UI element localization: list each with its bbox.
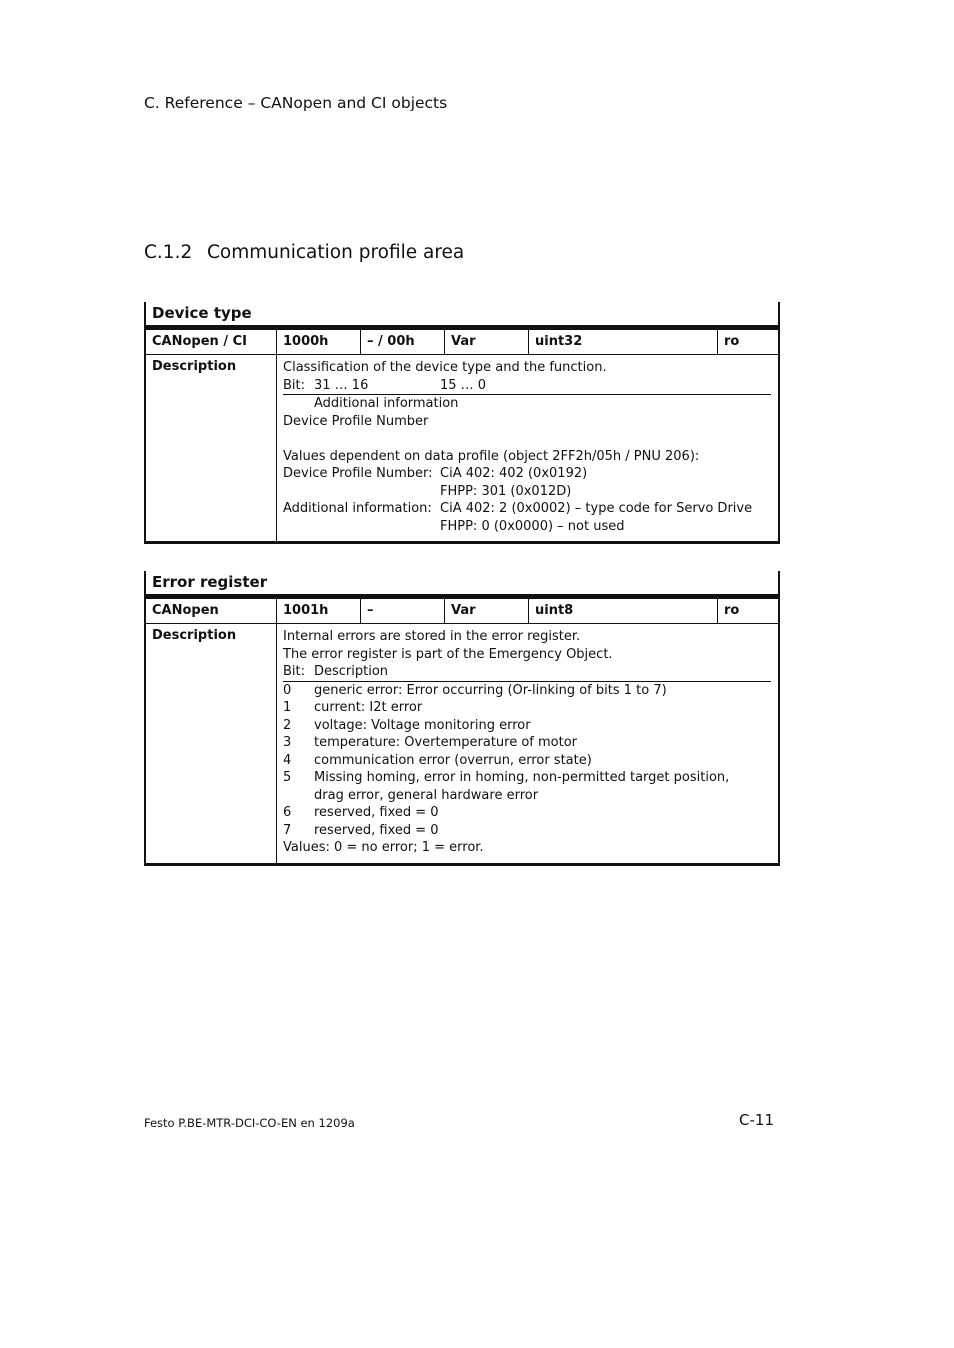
bit-row	[283, 717, 771, 735]
description-line: Classification of the device type and the function.	[283, 360, 607, 375]
bit-row	[283, 752, 771, 770]
bit-row	[283, 804, 771, 822]
description-body	[277, 355, 778, 541]
bit-row	[283, 822, 771, 840]
description-line: The error register is part of the Emergency Object.	[283, 646, 613, 662]
bit-number: 5	[283, 770, 292, 785]
description-label: Description	[146, 355, 277, 541]
value-row	[283, 518, 771, 536]
error-register-table	[144, 571, 780, 866]
bit-row	[283, 734, 771, 752]
value-text: CiA 402: 2 (0x0002) – type code for Servo Drive	[440, 501, 753, 516]
bit-field-dpn: Device Profile Number	[283, 413, 429, 429]
section-heading	[144, 242, 464, 263]
bit-number: 2	[283, 717, 292, 733]
bit-label: Bit:	[283, 377, 306, 393]
attribute-row	[144, 599, 780, 624]
description-label: Description	[146, 624, 277, 863]
table-title: Device type	[144, 302, 780, 330]
description-line: Internal errors are stored in the error register.	[283, 629, 581, 644]
bit-text: communication error (overrun, error state)	[314, 752, 592, 768]
value-label: Additional information:	[283, 501, 432, 516]
section-number: C.1.2	[144, 242, 193, 263]
bit-number: 1	[283, 700, 292, 715]
section-title: Communication profile area	[207, 242, 465, 263]
attr-subindex: – / 00h	[361, 330, 445, 354]
value-text: CiA 402: 402 (0x0192)	[440, 466, 588, 481]
bit-range-low: 15 … 0	[440, 377, 487, 393]
bit-label: Bit:	[283, 664, 306, 679]
attr-protocol: CANopen / CI	[146, 330, 277, 354]
bit-field-row	[283, 395, 771, 413]
bit-header	[283, 377, 771, 396]
attr-index: 1001h	[277, 599, 361, 623]
description-body	[277, 624, 778, 863]
bit-row	[283, 682, 771, 700]
device-type-table	[144, 302, 780, 544]
bit-range-high: 31 … 16	[314, 377, 369, 393]
bit-field-additional: Additional information	[314, 396, 459, 411]
bit-number: 6	[283, 805, 292, 820]
attr-data-type: uint32	[529, 330, 718, 354]
bit-number: 3	[283, 735, 292, 750]
bit-desc-header: Description	[314, 664, 389, 679]
bit-text: Missing homing, error in homing, non-permitted target position, drag error, general hardware error	[314, 770, 730, 803]
attr-index: 1000h	[277, 330, 361, 354]
values-intro: Values dependent on data profile (object 2FF2h/05h / PNU 206):	[283, 448, 700, 464]
running-head: C. Reference – CANopen and CI objects	[144, 94, 448, 112]
bit-number: 4	[283, 752, 292, 768]
bit-text: temperature: Overtemperature of motor	[314, 735, 578, 750]
description-row	[144, 624, 780, 866]
footer-document-id: Festo P.BE-MTR-DCI-CO-EN en 1209a	[144, 1116, 355, 1130]
page-number: C-11	[739, 1111, 774, 1129]
bit-row	[283, 699, 771, 717]
bit-row	[283, 769, 771, 804]
attr-protocol: CANopen	[146, 599, 277, 623]
attr-object-type: Var	[445, 599, 529, 623]
value-text: FHPP: 301 (0x012D)	[440, 483, 572, 499]
value-label: Device Profile Number:	[283, 466, 433, 481]
bit-header	[283, 663, 771, 682]
attr-access: ro	[724, 334, 740, 349]
values-line: Values: 0 = no error; 1 = error.	[283, 840, 484, 855]
bit-number: 7	[283, 822, 292, 838]
value-row	[283, 500, 771, 518]
bit-text: generic error: Error occurring (Or-linking of bits 1 to 7)	[314, 682, 667, 698]
attr-object-type: Var	[445, 330, 529, 354]
value-row	[283, 465, 771, 483]
bit-text: voltage: Voltage monitoring error	[314, 717, 531, 733]
value-text: FHPP: 0 (0x0000) – not used	[440, 518, 625, 534]
bit-text: current: I2t error	[314, 700, 423, 715]
attr-subindex: –	[361, 599, 445, 623]
attribute-row	[144, 330, 780, 355]
description-row	[144, 355, 780, 544]
bit-text: reserved, fixed = 0	[314, 805, 439, 820]
attr-data-type: uint8	[529, 599, 718, 623]
table-title: Error register	[144, 571, 780, 599]
bit-number: 0	[283, 682, 292, 698]
attr-access: ro	[724, 603, 740, 618]
value-row	[283, 483, 771, 501]
bit-text: reserved, fixed = 0	[314, 822, 439, 838]
